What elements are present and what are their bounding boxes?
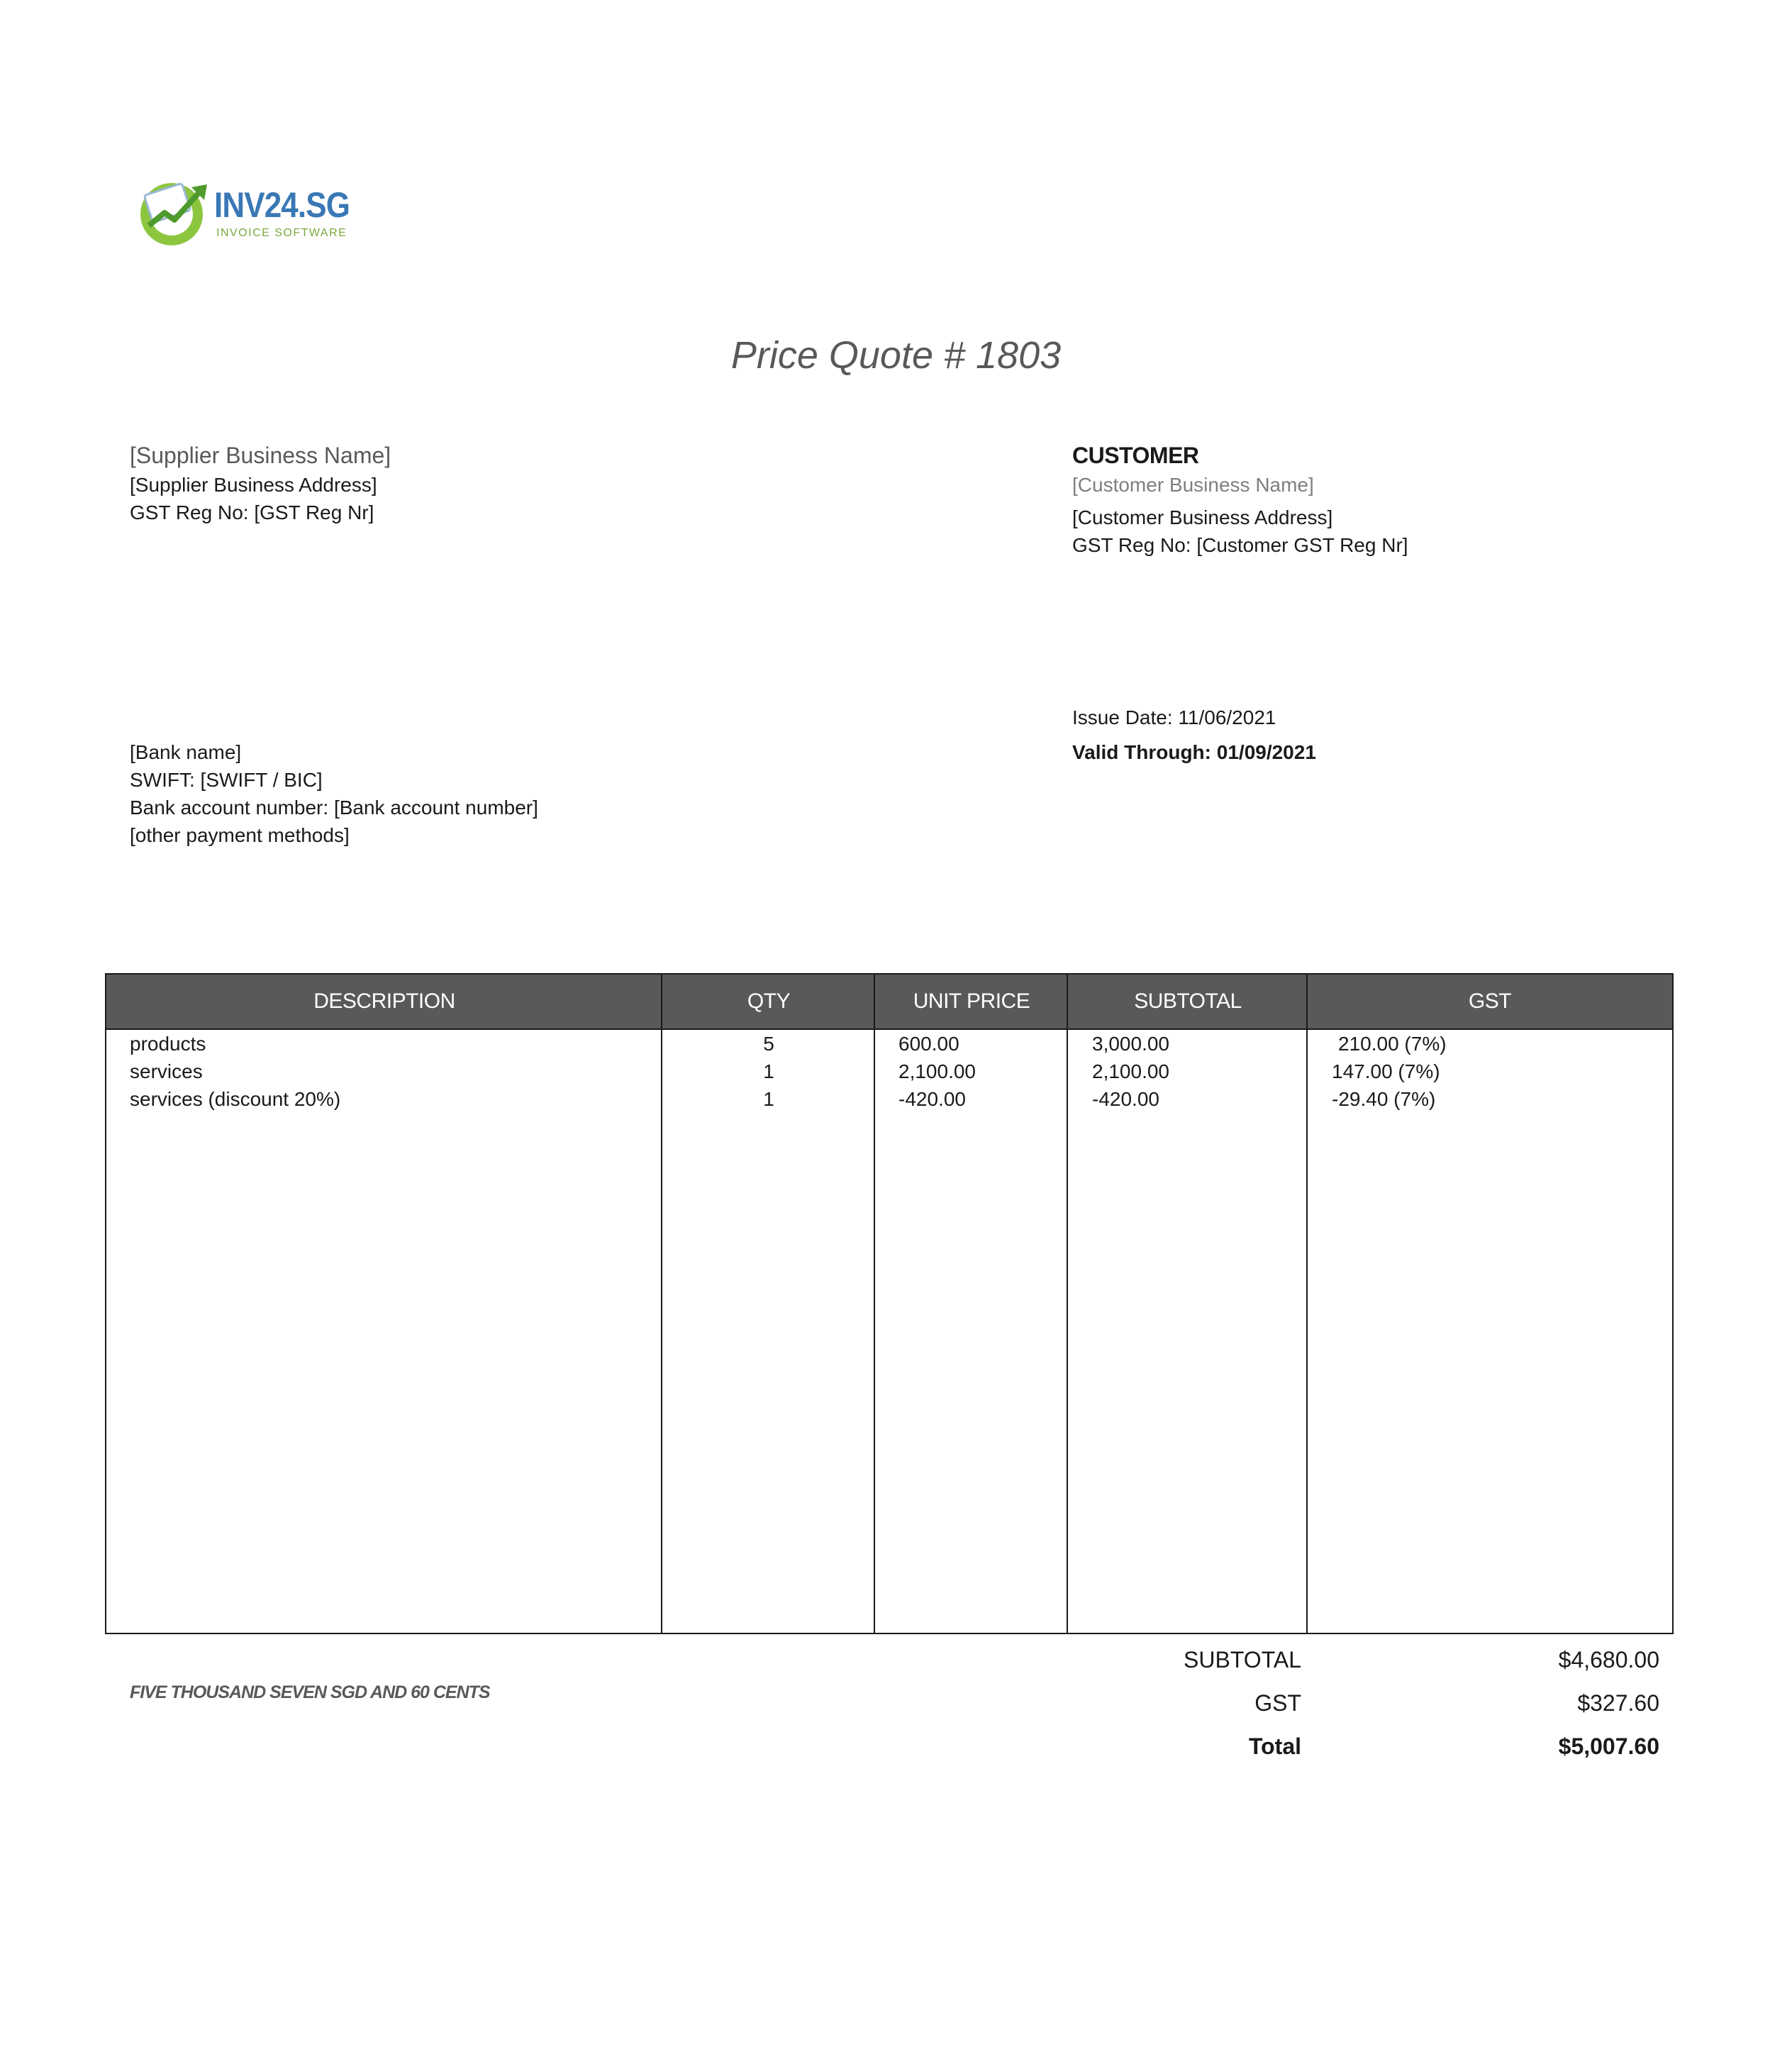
row-unit-price: 600.00 <box>898 1033 959 1055</box>
customer-heading: CUSTOMER <box>1072 443 1199 468</box>
document-title: Price Quote # 1803 <box>730 334 1062 377</box>
bank-swift: SWIFT: [SWIFT / BIC] <box>130 769 323 791</box>
bank-name: [Bank name] <box>130 741 242 763</box>
row-gst: 147.00 (7%) <box>1332 1060 1440 1082</box>
valid-through-date: Valid Through: 01/09/2021 <box>1072 741 1316 763</box>
header-gst: GST <box>1468 989 1512 1013</box>
row-description: services (discount 20%) <box>130 1088 341 1110</box>
header-qty: QTY <box>747 989 791 1013</box>
supplier-address: [Supplier Business Address] <box>130 474 377 496</box>
header-description: DESCRIPTION <box>313 989 455 1013</box>
row-qty: 1 <box>763 1060 774 1082</box>
supplier-gst: GST Reg No: [GST Reg Nr] <box>130 501 374 523</box>
row-description: services <box>130 1060 203 1082</box>
amount-in-words: FIVE THOUSAND SEVEN SGD AND 60 CENTS <box>130 1682 490 1702</box>
row-qty: 1 <box>763 1088 774 1110</box>
customer-address: [Customer Business Address] <box>1072 506 1333 528</box>
column-divider <box>1067 975 1068 1633</box>
logo-tagline: INVOICE SOFTWARE <box>216 227 347 239</box>
column-divider <box>1306 975 1308 1633</box>
total-label: Total <box>1248 1733 1301 1759</box>
logo-arrow-icon <box>135 176 213 247</box>
row-description: products <box>130 1033 206 1055</box>
total-value: $5,007.60 <box>1558 1733 1659 1759</box>
header-unit-price: UNIT PRICE <box>913 989 1030 1013</box>
gst-label: GST <box>1254 1690 1301 1716</box>
subtotal-label: SUBTOTAL <box>1184 1647 1301 1672</box>
header-subtotal: SUBTOTAL <box>1134 989 1242 1013</box>
issue-date: Issue Date: 11/06/2021 <box>1072 706 1276 728</box>
row-unit-price: 2,100.00 <box>898 1060 976 1082</box>
subtotal-value: $4,680.00 <box>1558 1647 1659 1672</box>
row-gst: -29.40 (7%) <box>1332 1088 1436 1110</box>
bank-account-number: Bank account number: [Bank account number] <box>130 797 538 819</box>
customer-name: [Customer Business Name] <box>1072 474 1314 496</box>
customer-gst: GST Reg No: [Customer GST Reg Nr] <box>1072 534 1408 556</box>
gst-value: $327.60 <box>1577 1690 1659 1716</box>
items-table <box>105 973 1674 1634</box>
table-header <box>106 975 1672 1030</box>
supplier-name: [Supplier Business Name] <box>130 443 391 468</box>
row-unit-price: -420.00 <box>898 1088 966 1110</box>
row-subtotal: 3,000.00 <box>1092 1033 1169 1055</box>
row-qty: 5 <box>763 1033 774 1055</box>
company-logo <box>135 176 362 254</box>
other-payment-methods: [other payment methods] <box>130 824 350 846</box>
row-subtotal: -420.00 <box>1092 1088 1159 1110</box>
logo-brand-text: INV24.SG <box>214 185 350 225</box>
row-subtotal: 2,100.00 <box>1092 1060 1169 1082</box>
row-gst: 210.00 (7%) <box>1338 1033 1447 1055</box>
